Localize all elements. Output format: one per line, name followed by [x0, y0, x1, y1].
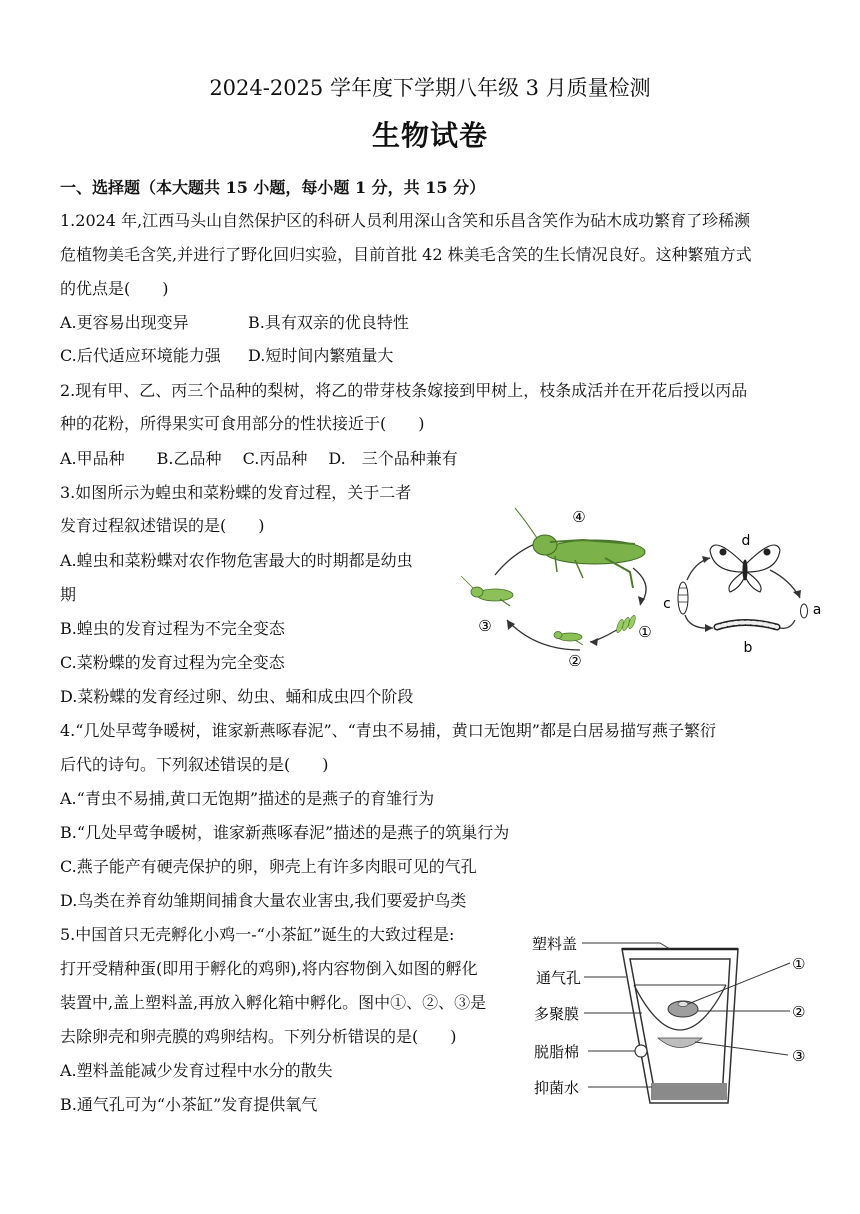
cup-outline: [622, 949, 738, 1103]
q2-stem-line1: 2.现有甲、乙、丙三个品种的梨树，将乙的带芽枝条嫁接到甲树上，枝条成活并在开花后授以丙品: [60, 381, 748, 400]
q3-option-b: B.蝗虫的发育过程为不完全变态: [60, 619, 285, 638]
exam-title: 2024-2025 学年度下学期八年级 3 月质量检测: [209, 76, 651, 100]
label-film: 多聚膜: [534, 1005, 580, 1023]
q3-option-d: D.菜粉蝶的发育经过卵、幼虫、蛹和成虫四个阶段: [60, 687, 414, 706]
label-lid: 塑料盖: [532, 935, 578, 953]
incubation-device-figure: [530, 925, 820, 1110]
q1-stem-line2: 危植物美毛含笑,并进行了野化回归实验，目前首批 42 株美毛含笑的生长情况良好。这种繁殖方式: [60, 245, 752, 264]
label-cotton: 脱脂棉: [534, 1043, 580, 1061]
q2-options: A.甲品种 B.乙品种 C.丙品种 D. 三个品种兼有: [60, 449, 458, 468]
q4-stem-line2: 后代的诗句。下列叙述错误的是( ): [60, 755, 329, 774]
label-c: c: [663, 596, 671, 612]
q5-option-b: B.通气孔可为“小茶缸”发育提供氧气: [60, 1095, 318, 1114]
label-b: b: [743, 640, 753, 656]
butterfly-pupa-icon: [678, 582, 688, 614]
q4-option-d: D.鸟类在养育幼雏期间捕食大量农业害虫,我们要爱护鸟类: [60, 891, 467, 910]
q5-stem-line4: 去除卵壳和卵壳膜的鸡卵结构。下列分析错误的是( ): [60, 1027, 457, 1046]
label-d: d: [741, 533, 751, 549]
antibacterial-water: [651, 1083, 727, 1100]
q1-option-c: C.后代适应环境能力强: [60, 346, 221, 365]
section-heading: 一、选择题（本大题共 15 小题，每小题 1 分，共 15 分）: [60, 178, 486, 197]
marker-1: ①: [792, 955, 806, 973]
q5-option-a: A.塑料盖能减少发育过程中水分的散失: [60, 1061, 333, 1080]
q4-option-c: C.燕子能产有硬壳保护的卵，卵壳上有许多肉眼可见的气孔: [60, 857, 477, 876]
label-1: ①: [638, 623, 652, 641]
q1-option-d: D.短时间内繁殖量大: [248, 346, 394, 365]
label-3: ③: [478, 617, 492, 635]
q5-stem-line1: 5.中国首只无壳孵化小鸡一-“小茶缸”诞生的大致过程是:: [60, 925, 455, 944]
marker-2: ②: [792, 1003, 806, 1021]
label-a: a: [812, 602, 822, 618]
q3-option-a-line2: 期: [60, 585, 77, 604]
q3-stem-line1: 3.如图所示为蝗虫和菜粉蝶的发育过程，关于二者: [60, 483, 412, 502]
cotton-plug: [635, 1045, 647, 1057]
q4-option-a: A.“青虫不易捕,黄口无饱期”描述的是燕子的育雏行为: [60, 789, 435, 808]
grasshopper-nymph-large-icon: [461, 576, 513, 606]
label-vent: 通气孔: [536, 969, 582, 987]
label-water: 抑菌水: [534, 1079, 580, 1097]
q1-option-a: A.更容易出现变异: [60, 313, 189, 332]
q1-option-b: B.具有双亲的优良特性: [248, 313, 409, 332]
butterfly-adult-icon: [710, 545, 780, 592]
grasshopper-nymph-small-icon: [554, 632, 583, 646]
insect-life-cycle-figure: [455, 500, 835, 678]
grasshopper-eggs-icon: [615, 615, 636, 634]
q3-option-a-line1: A.蝗虫和菜粉蝶对农作物危害最大的时期都是幼虫: [60, 551, 413, 570]
label-2: ②: [568, 652, 582, 670]
caterpillar-icon: [717, 623, 777, 628]
q3-option-c: C.菜粉蝶的发育过程为完全变态: [60, 653, 285, 672]
label-4: ④: [572, 508, 586, 526]
marker-3: ③: [792, 1047, 806, 1065]
q4-option-b: B.“几处早莺争暖树，谁家新燕啄春泥”描述的是燕子的筑巢行为: [60, 823, 510, 842]
q2-stem-line2: 种的花粉，所得果实可食用部分的性状接近于( ): [60, 414, 425, 433]
q1-stem-line3: 的优点是( ): [60, 279, 169, 298]
q5-stem-line3: 装置中,盖上塑料盖,再放入孵化箱中孵化。图中①、②、③是: [60, 993, 487, 1012]
q4-stem-line1: 4.“几处早莺争暖树，谁家新燕啄春泥”、“青虫不易捕，黄口无饱期”都是白居易描写燕子繁衍: [60, 721, 716, 740]
butterfly-egg-icon: [801, 604, 808, 618]
subject-title: 生物试卷: [371, 119, 488, 152]
q1-stem-line1: 1.2024 年,江西马头山自然保护区的科研人员利用深山含笑和乐昌含笑作为砧木成功繁育了珍稀濒: [60, 211, 751, 230]
q5-stem-line2: 打开受精种蛋(即用于孵化的鸡卵),将内容物倒入如图的孵化: [60, 959, 478, 978]
q3-stem-line2: 发育过程叙述错误的是( ): [60, 516, 265, 535]
